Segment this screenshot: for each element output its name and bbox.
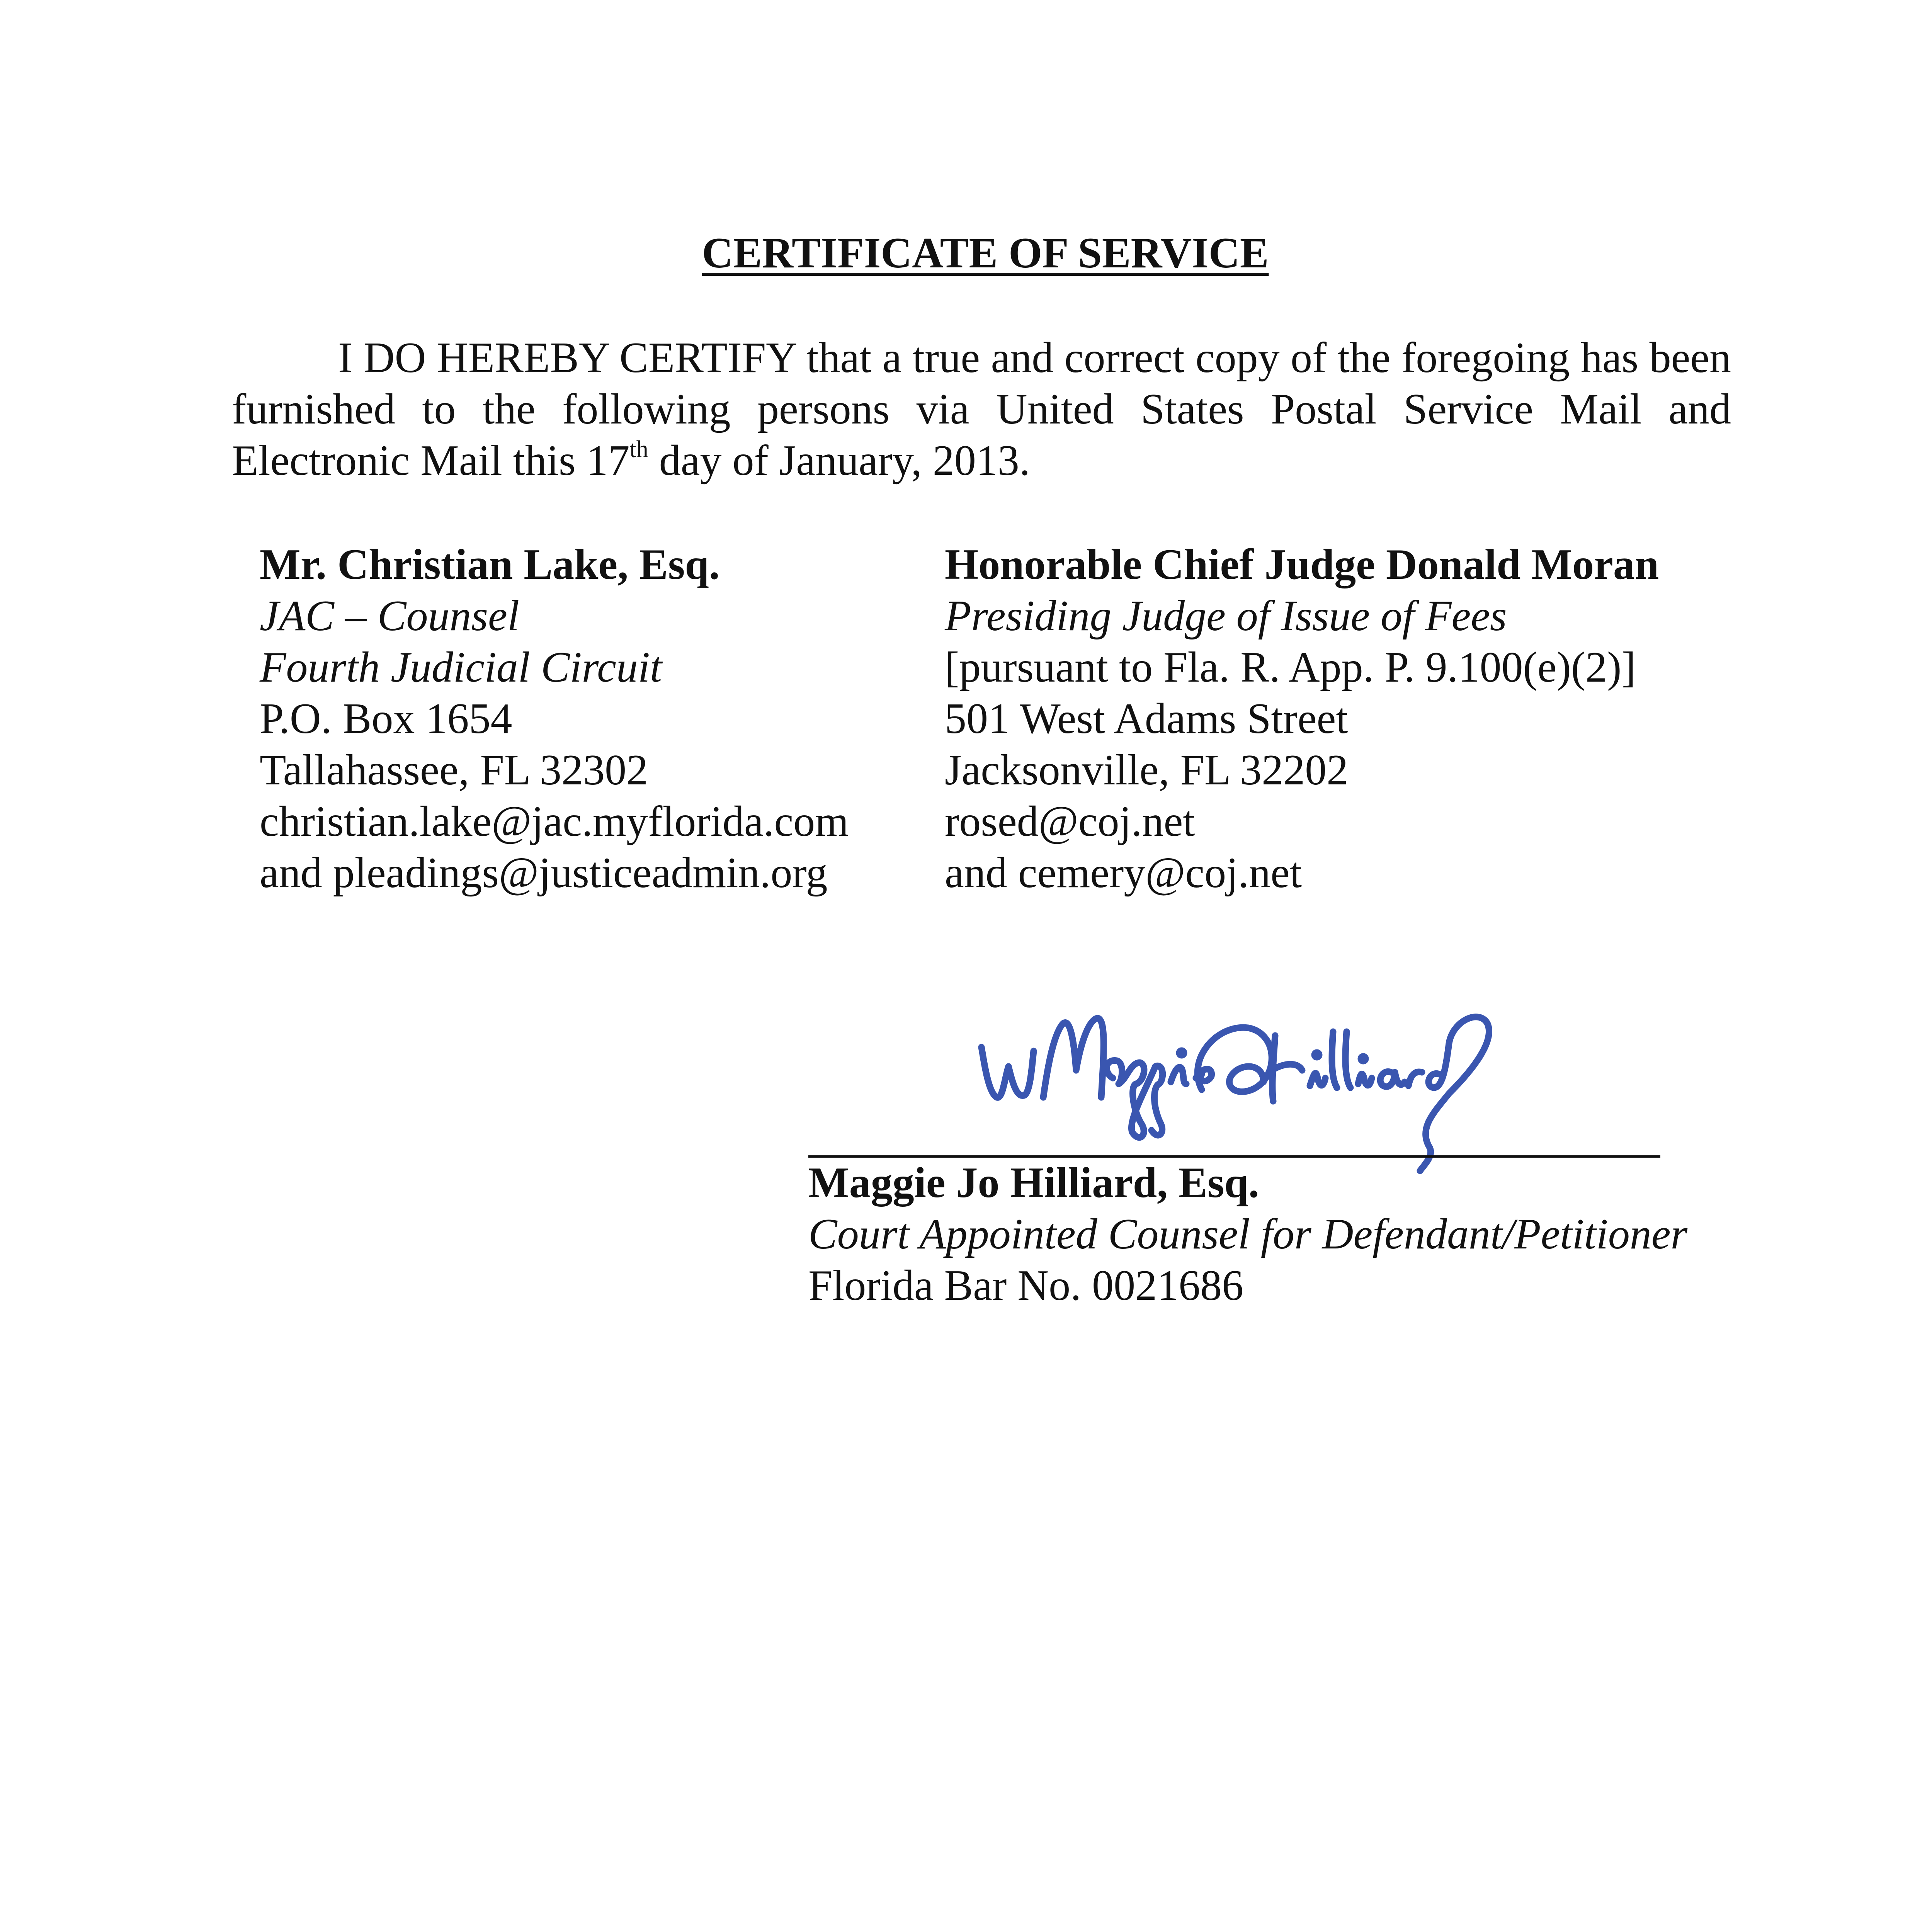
ordinal-suffix: th (629, 436, 648, 463)
signer-role: Court Appointed Counsel for Defendant/Petitioner (808, 1210, 1688, 1258)
signer-name: Maggie Jo Hilliard, Esq. (808, 1159, 1259, 1207)
recipient-rule-citation: [pursuant to Fla. R. App. P. 9.100(e)(2)] (945, 643, 1636, 691)
recipient-title: Presiding Judge of Issue of Fees (945, 592, 1507, 640)
recipient-block-moran (945, 539, 1659, 899)
recipient-organization: Fourth Judicial Circuit (260, 643, 662, 691)
recipient-address-line1: 501 West Adams Street (945, 695, 1348, 743)
certificate-title: CERTIFICATE OF SERVICE (702, 229, 1269, 277)
bar-number: Florida Bar No. 0021686 (808, 1262, 1244, 1310)
page-title (0, 228, 1932, 278)
signature-block (808, 1157, 1687, 1311)
recipient-block-lake (260, 539, 849, 899)
certification-paragraph (232, 332, 1731, 486)
recipient-email-line2: and cemery@coj.net (945, 849, 1302, 897)
handwritten-signature (970, 1001, 1526, 1179)
recipient-address-line2: Tallahassee, FL 32302 (260, 746, 648, 794)
recipient-title: JAC – Counsel (260, 592, 519, 640)
recipient-email-line1: rosed@coj.net (945, 798, 1195, 845)
recipient-address-line1: P.O. Box 1654 (260, 695, 512, 743)
recipient-email-line2: and pleadings@justiceadmin.org (260, 849, 828, 897)
certification-text: I DO HEREBY CERTIFY that a true and correct copy of the foregoing has been furnished to the following persons via United States Postal Service Mail and Electronic Mail this 17 (232, 334, 1731, 485)
recipient-name: Honorable Chief Judge Donald Moran (945, 541, 1659, 588)
recipient-address-line2: Jacksonville, FL 32202 (945, 746, 1349, 794)
recipient-name: Mr. Christian Lake, Esq. (260, 541, 720, 588)
recipient-email-line1: christian.lake@jac.myflorida.com (260, 798, 849, 845)
certification-date-text: day of January, 2013. (648, 437, 1030, 485)
